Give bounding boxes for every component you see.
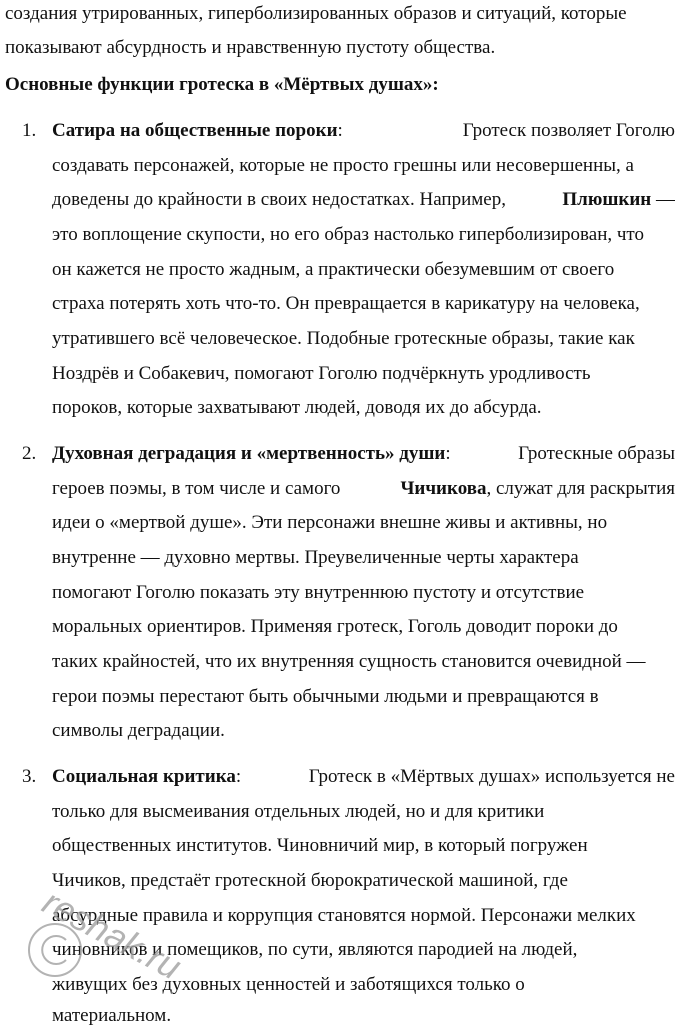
item-title: Социальная критика [52,766,236,787]
item-text: материальном. [52,1005,171,1027]
item-text: моральных ориентиров. Применяя гротеск, Гоголь доводит пороки до [52,616,618,638]
character-name-plyushkin: Плюшкин [562,189,651,210]
item-line [52,328,675,350]
item-line [52,478,675,500]
item-line [52,651,675,673]
item-line [52,835,675,857]
item-line [52,686,675,708]
item-text: абсурдные правила и коррупция становятся нормой. Персонажи мелких [52,905,636,927]
item-number: 3. [22,766,36,788]
item-title: Сатира на общественные пороки [52,120,338,141]
item-text: Гротеск позволяет Гоголю [463,120,675,142]
item-line [52,443,675,465]
character-name-chichikov: Чичикова [400,478,486,499]
item-line [52,512,675,534]
item-line [52,120,675,142]
item-line [52,224,675,246]
item-text: только для высмеивания отдельных людей, но и для критики [52,801,544,823]
item-text: Чичиков, предстаёт гротескной бюрократической машиной, где [52,870,568,892]
item-line [52,547,675,569]
item-line [52,766,675,788]
reshak-watermark-logo [0,830,240,1030]
item-text: внутренне — духовно мертвы. Преувеличенные черты характера [52,547,579,569]
item-text: чиновников и помещиков, по сути, являются пародией на людей, [52,939,577,961]
item-text: он кажется не просто жадным, а практически обезумевшим от своего [52,259,614,281]
item-text: Гротескные образы [518,443,675,465]
item-text: идеи о «мертвой душе». Эти персонажи внешне живы и активны, но [52,512,607,534]
item-title-colon: : [236,766,241,788]
item-text: доведены до крайности в своих недостатках. Например, [52,189,506,211]
item-title: Духовная деградация и «мертвенность» души [52,443,445,464]
item-title-colon: : [338,120,343,142]
item-line [52,189,675,211]
item-line [52,616,675,638]
item-text: пороков, которые захватывают людей, доводя их до абсурда. [52,397,542,419]
item-text: Ноздрёв и Собакевич, помогают Гоголю подчёркнуть уродливость [52,363,591,385]
intro-line-2: показывают абсурдность и нравственную пустоту общества. [5,37,495,59]
intro-line-1: создания утрированных, гиперболизированных образов и ситуаций, которые [5,3,627,25]
item-line [52,293,675,315]
item-line [52,974,675,996]
item-line [52,939,675,961]
item-title-colon: : [445,443,450,465]
item-text: героев поэмы, в том числе и самого [52,478,340,500]
item-text: утратившего всё человеческое. Подобные гротескные образы, такие как [52,328,635,350]
item-text: это воплощение скупости, но его образ настолько гиперболизирован, что [52,224,644,246]
item-line [52,801,675,823]
item-text: — [656,189,675,211]
item-line [52,582,675,604]
item-line [52,363,675,385]
watermark-text: reshak.ru [36,881,188,988]
item-text: создавать персонажей, которые не просто грешны или несовершенны, а [52,155,634,177]
section-heading: Основные функции гротеска в «Мёртвых душах»: [5,74,439,96]
item-text: помогают Гоголю показать эту внутреннюю пустоту и отсутствие [52,582,584,604]
item-text: таких крайностей, что их внутренняя сущность становится очевидной — [52,651,646,673]
item-text: общественных институтов. Чиновничий мир, в который погружен [52,835,588,857]
item-text: герои поэмы перестают быть обычными людьми и превращаются в [52,686,599,708]
item-line [52,905,675,927]
item-number: 2. [22,443,36,465]
item-line [52,870,675,892]
item-line [52,259,675,281]
item-number: 1. [22,120,36,142]
item-text: Гротеск в «Мёртвых душах» используется не [309,766,675,788]
item-text: символы деградации. [52,720,225,742]
item-line [52,155,675,177]
item-text: живущих без духовных ценностей и заботящихся только о [52,974,525,996]
item-text: , служат для раскрытия [487,478,675,500]
item-text: страха потерять хоть что-то. Он превращается в карикатуру на человека, [52,293,640,315]
